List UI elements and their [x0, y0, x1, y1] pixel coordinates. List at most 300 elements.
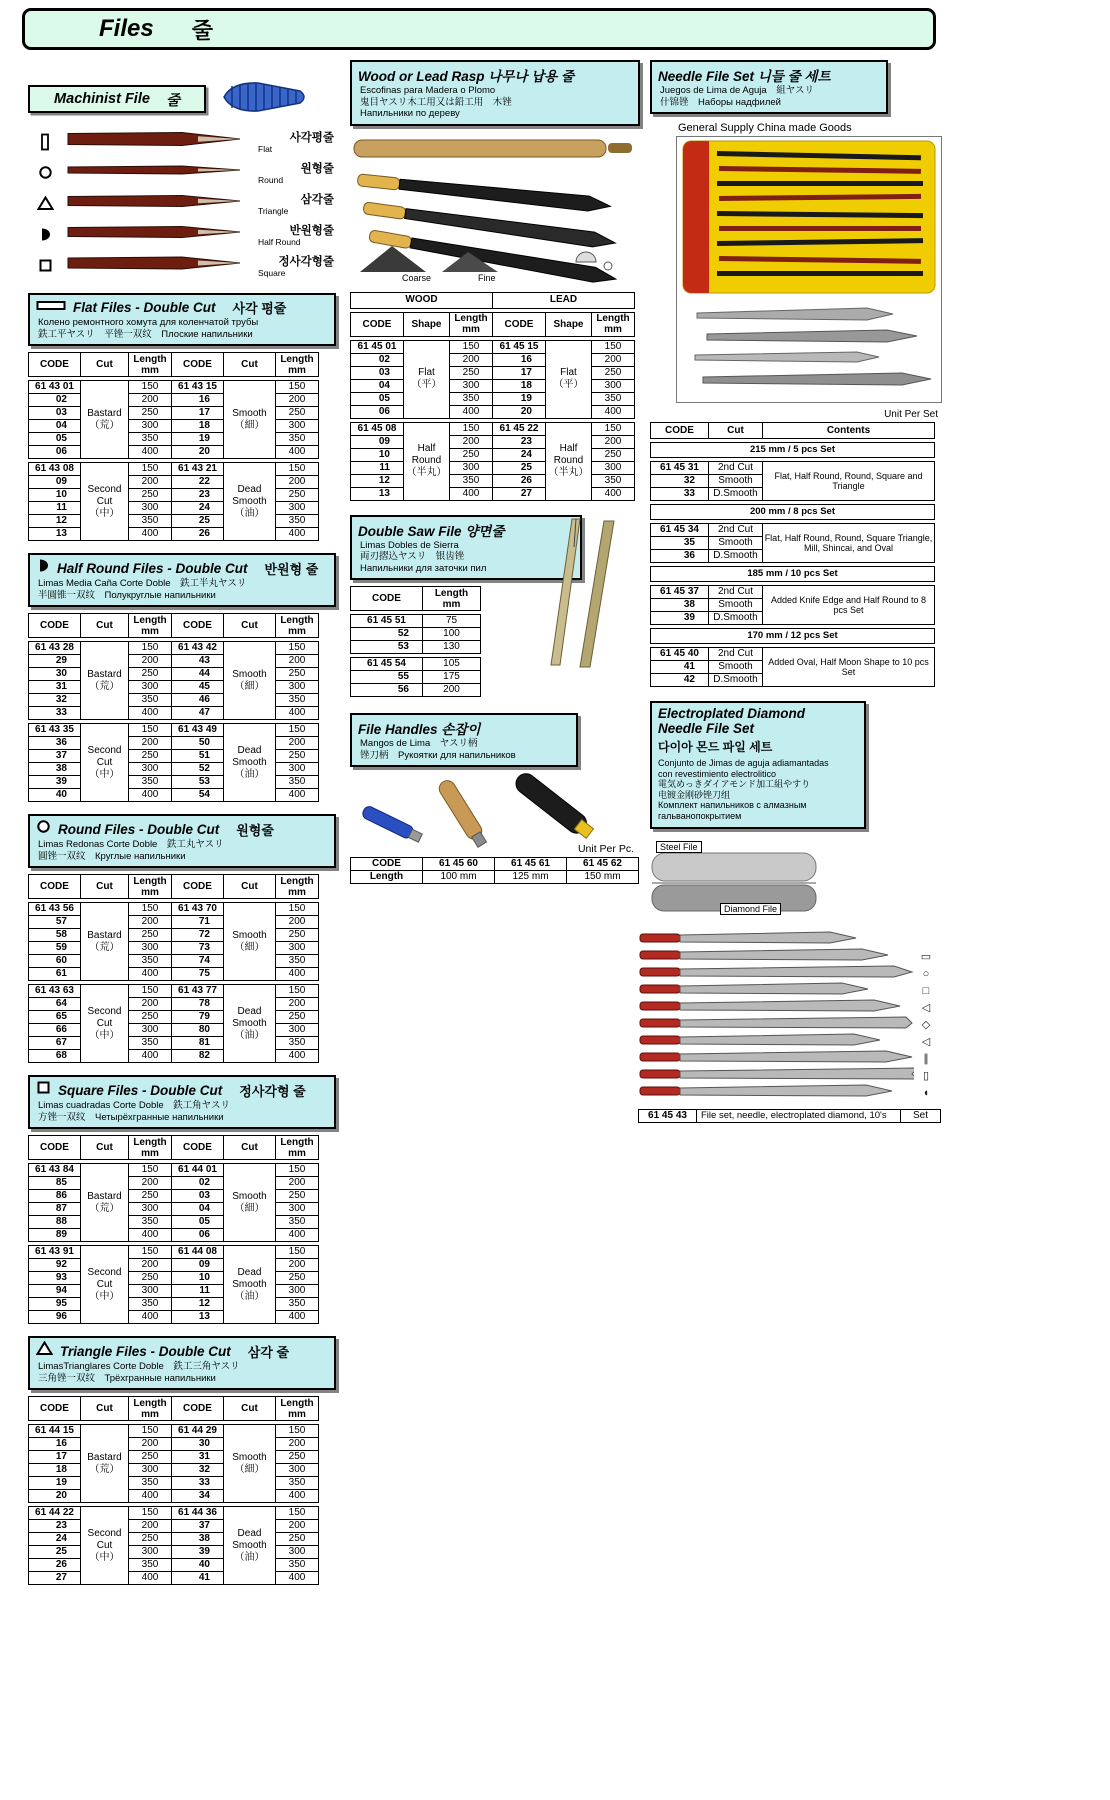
length-cell: 400 — [129, 968, 172, 981]
code-cell: 75 — [172, 968, 224, 981]
saw-code-group-table — [350, 657, 481, 697]
length-cell: 200 — [450, 353, 493, 366]
round-shape-icon — [36, 819, 51, 839]
diamond-file-row — [638, 965, 940, 982]
length-cell: 300 — [129, 763, 172, 776]
needle-file-set-image — [676, 136, 942, 403]
length-cell: 100 mm — [423, 871, 495, 884]
code-cell: 33 — [29, 707, 81, 720]
code-cell: 67 — [29, 1037, 81, 1050]
left-column — [28, 70, 336, 1585]
code-cell: 12 — [351, 474, 404, 487]
code-cell: 25 — [493, 461, 546, 474]
column-header-table — [28, 1135, 319, 1160]
file-code-group-table — [28, 1506, 319, 1585]
flat-files-table — [28, 352, 336, 541]
code-cell: 33 — [172, 1477, 224, 1490]
length-cell: 150 — [129, 381, 172, 394]
table-row — [29, 353, 319, 377]
saw-code-group-table — [350, 614, 481, 654]
code-cell: 30 — [29, 668, 81, 681]
triangle-files-header — [28, 1336, 336, 1390]
code-cell: 03 — [29, 407, 81, 420]
length-cell: 150 — [129, 724, 172, 737]
code-cell: 53 — [351, 641, 423, 654]
length-cell: 400 — [129, 1311, 172, 1324]
table-row — [29, 1136, 319, 1160]
file-code-group-table — [28, 902, 319, 981]
length-cell: 150 — [450, 340, 493, 353]
length-cell: 400 — [276, 446, 319, 459]
length-cell: 105 — [423, 658, 481, 671]
code-cell: 61 44 29 — [172, 1425, 224, 1438]
length-cell: 200 — [592, 435, 635, 448]
rasp-code-group-table — [350, 340, 635, 419]
triangle-shape-icon — [28, 196, 62, 211]
table-row — [29, 1229, 319, 1242]
code-cell: 81 — [172, 1037, 224, 1050]
col-header: Cut — [224, 353, 276, 377]
file-type-en: Triangle — [258, 206, 289, 216]
table-row — [29, 420, 319, 433]
length-cell: 400 — [129, 1572, 172, 1585]
set-code-table — [650, 523, 935, 563]
file-code-group-table — [28, 1163, 319, 1242]
code-cell: 32 — [29, 694, 81, 707]
length-cell: 350 — [276, 515, 319, 528]
code-cell: 85 — [29, 1177, 81, 1190]
table-row — [29, 1164, 319, 1177]
code-cell: 25 — [172, 515, 224, 528]
file-shape-symbol: ○ — [922, 967, 930, 980]
section-title-row — [36, 558, 328, 578]
section-subtitle: Limas Redonas Corte Doble 鉄工丸ヤスリ — [38, 839, 224, 850]
length-cell: 300 — [129, 1546, 172, 1559]
contents-cell: Added Oval, Half Moon Shape to 10 pcs Set — [763, 648, 935, 687]
table-row — [351, 340, 635, 353]
cut-cell: Bastard （荒） — [81, 903, 129, 981]
section-subtitle: 三角锉一双纹 Трёхгранные напильники — [38, 1372, 216, 1384]
length-cell: 400 — [276, 1050, 319, 1063]
table-row — [29, 1507, 319, 1520]
length-cell: 400 — [450, 405, 493, 418]
set-code-table — [650, 461, 935, 501]
col-header: Shape — [546, 312, 592, 336]
length-cell: 150 — [129, 903, 172, 916]
machinist-file-row — [28, 157, 336, 188]
round-file-image — [66, 160, 244, 185]
length-cell: 200 — [276, 655, 319, 668]
file-handles-table-container — [350, 857, 642, 884]
length-cell: 300 — [129, 1285, 172, 1298]
round-files-header — [28, 814, 336, 868]
code-cell: 73 — [172, 942, 224, 955]
contents-cell: Flat, Half Round, Round, Square and Triangle — [763, 462, 935, 501]
code-cell: 23 — [493, 435, 546, 448]
section-subtitle: Колено ремонтного хомута для коленчатой трубы — [38, 317, 259, 328]
length-cell: 400 — [276, 1311, 319, 1324]
code-cell: 31 — [172, 1451, 224, 1464]
code-cell: 44 — [172, 668, 224, 681]
half-shape-icon — [28, 227, 62, 242]
diamond-set-subtitle: Conjunto de Jimas de aguja adiamantadas — [658, 758, 829, 768]
code-cell: 17 — [493, 366, 546, 379]
saw-file-image — [538, 517, 638, 674]
code-cell: 09 — [351, 435, 404, 448]
code-cell: 74 — [172, 955, 224, 968]
code-cell: 11 — [351, 461, 404, 474]
machinist-title: Machinist File — [54, 91, 150, 107]
diamond-set-subtitle: Комплект напильников с алмазным — [658, 800, 807, 810]
section-subtitle: 圓锉一双纹 Круглые напильники — [38, 850, 186, 862]
length-cell: 150 — [129, 1246, 172, 1259]
code-cell: 42 — [651, 674, 709, 687]
length-cell: 350 — [450, 392, 493, 405]
code-cell: 33 — [651, 488, 709, 501]
table-row — [29, 1177, 319, 1190]
length-cell: 250 — [276, 1190, 319, 1203]
length-cell: 130 — [423, 641, 481, 654]
code-cell: 40 — [172, 1559, 224, 1572]
section-subtitle: 方锉一双纹 Четырёхгранные напильники — [38, 1111, 224, 1123]
length-cell: 150 — [276, 985, 319, 998]
shape-cell: Flat （平） — [404, 340, 450, 418]
code-cell: 16 — [172, 394, 224, 407]
length-cell: 350 — [276, 776, 319, 789]
section-title: Flat Files - Double Cut — [73, 300, 216, 315]
cut-cell: 2nd Cut — [709, 524, 763, 537]
col-header: Length mm — [592, 312, 635, 336]
length-cell: 150 mm — [567, 871, 639, 884]
length-cell: 200 — [129, 916, 172, 929]
cut-cell: Smooth — [709, 475, 763, 488]
code-cell: 71 — [172, 916, 224, 929]
wood-lead-title: Wood or Lead Rasp 나무나 납용 줄 — [358, 69, 575, 84]
file-handles-title: File Handles 손잡이 — [358, 722, 481, 737]
length-cell: 200 — [276, 1520, 319, 1533]
col-header: Cut — [224, 1397, 276, 1421]
length-cell: 400 — [129, 789, 172, 802]
table-row — [651, 423, 935, 439]
code-cell: 23 — [29, 1520, 81, 1533]
set-size-band: 215 mm / 5 pcs Set — [651, 443, 935, 458]
code-cell: 03 — [351, 366, 404, 379]
code-cell: 34 — [172, 1490, 224, 1503]
col-header: Cut — [81, 614, 129, 638]
length-cell: 400 — [129, 1050, 172, 1063]
file-handles-header — [350, 713, 578, 767]
length-cell: 350 — [129, 776, 172, 789]
diamond-file-row — [638, 982, 940, 999]
table-row — [29, 916, 319, 929]
col-header: CODE — [493, 312, 546, 336]
length-cell: 150 — [129, 463, 172, 476]
code-cell: 36 — [651, 550, 709, 563]
cut-cell: D.Smooth — [709, 612, 763, 625]
column-header-table — [28, 613, 319, 638]
flat-file-image — [66, 129, 244, 154]
set-size-band: 185 mm / 10 pcs Set — [651, 567, 935, 582]
length-cell: 400 — [129, 1229, 172, 1242]
code-cell: 61 45 08 — [351, 422, 404, 435]
code-cell: 61 43 35 — [29, 724, 81, 737]
table-row — [351, 587, 481, 611]
code-cell: 04 — [351, 379, 404, 392]
diamond-file-row — [638, 1033, 940, 1050]
length-cell: 350 — [129, 1216, 172, 1229]
steel-diamond-image — [650, 841, 820, 921]
table-row — [29, 1546, 319, 1559]
table-row — [29, 1246, 319, 1259]
col-header: Length mm — [129, 1136, 172, 1160]
file-shape-symbol: ▯ — [922, 1070, 930, 1082]
length-cell: 150 — [276, 381, 319, 394]
needle-set-title: Needle File Set 니들 줄 세트 — [658, 69, 831, 84]
length-cell: 150 — [276, 1425, 319, 1438]
code-cell: 18 — [172, 420, 224, 433]
code-cell: 02 — [29, 394, 81, 407]
code-cell: 11 — [29, 502, 81, 515]
steel-file-label: Steel File — [656, 841, 702, 853]
machinist-file-row — [28, 126, 336, 157]
length-cell: 200 — [129, 476, 172, 489]
code-cell: 61 43 08 — [29, 463, 81, 476]
section-subtitle: 半圓锥一双纹 Полукруглые напильники — [38, 589, 216, 601]
code-cell: 55 — [351, 671, 423, 684]
table-row — [351, 405, 635, 418]
length-cell: 300 — [129, 942, 172, 955]
code-cell: 32 — [172, 1464, 224, 1477]
length-cell: 350 — [129, 1037, 172, 1050]
machinist-file-row — [28, 219, 336, 250]
code-cell: 61 45 62 — [567, 858, 639, 871]
needle-set-header — [650, 60, 888, 114]
table-row — [639, 1110, 941, 1123]
row-header: CODE — [351, 858, 423, 871]
col-header: Length mm — [129, 1397, 172, 1421]
table-row — [29, 407, 319, 420]
length-cell: 300 — [276, 1285, 319, 1298]
length-cell: 250 — [129, 668, 172, 681]
code-cell: 41 — [651, 661, 709, 674]
code-cell: 41 — [172, 1572, 224, 1585]
square-files-header — [28, 1075, 336, 1129]
code-cell: 17 — [29, 1451, 81, 1464]
table-row — [29, 1298, 319, 1311]
length-cell: 250 — [129, 1190, 172, 1203]
file-shape-symbol: ∥ — [923, 1053, 929, 1065]
machinist-file-label — [250, 129, 334, 154]
code-cell: 61 43 21 — [172, 463, 224, 476]
section-title-ko: 반원형 줄 — [264, 561, 319, 577]
wood-lead-band-table — [350, 292, 635, 309]
length-cell: 250 — [129, 489, 172, 502]
col-header: Length mm — [276, 1136, 319, 1160]
length-cell: 150 — [276, 724, 319, 737]
diamond-set-subtitle: 电镀金刚砂锉刀组 — [658, 789, 731, 800]
wood-lead-subtitle: Escofinas para Madera o Plomo — [360, 85, 496, 96]
table-row — [651, 505, 935, 520]
file-shape-symbol: ◁ — [921, 1002, 931, 1014]
code-cell: 39 — [651, 612, 709, 625]
length-cell: 150 — [129, 1425, 172, 1438]
table-row — [29, 1190, 319, 1203]
table-row — [29, 1464, 319, 1477]
code-cell: 61 43 70 — [172, 903, 224, 916]
code-cell: 16 — [493, 353, 546, 366]
length-cell: 300 — [276, 681, 319, 694]
code-cell: 24 — [172, 502, 224, 515]
length-cell: 400 — [129, 707, 172, 720]
diamond-set-title: Electroplated Diamond — [658, 706, 806, 721]
code-cell: 61 43 56 — [29, 903, 81, 916]
flat-shape-icon — [36, 299, 66, 317]
file-shape-symbol: ◁ — [921, 1036, 931, 1048]
table-row — [29, 929, 319, 942]
table-row — [29, 394, 319, 407]
length-cell: 250 — [450, 448, 493, 461]
table-row — [351, 366, 635, 379]
row-header: Length — [351, 871, 423, 884]
description-cell: File set, needle, electroplated diamond, 10's — [697, 1110, 901, 1123]
contents-cell: Flat, Half Round, Round, Square Triangle, Mill, Shincai, and Oval — [763, 524, 935, 563]
length-cell: 75 — [423, 615, 481, 628]
code-cell: 24 — [493, 448, 546, 461]
length-cell: 150 — [276, 463, 319, 476]
table-row — [351, 858, 639, 871]
shape-cell: Half Round （半丸） — [546, 422, 592, 500]
section-subtitle: Limas cuadradas Corte Doble 鉄工角ヤスリ — [38, 1100, 230, 1111]
cut-cell: D.Smooth — [709, 550, 763, 563]
table-row — [29, 1285, 319, 1298]
file-type-ko: 사각평줄 — [289, 132, 334, 144]
code-cell: 61 43 15 — [172, 381, 224, 394]
length-cell: 350 — [129, 1559, 172, 1572]
table-row — [29, 1477, 319, 1490]
code-cell: 47 — [172, 707, 224, 720]
length-cell: 350 — [276, 433, 319, 446]
cut-cell: Smooth （細） — [224, 1164, 276, 1242]
code-cell: 04 — [29, 420, 81, 433]
length-cell: 350 — [129, 1477, 172, 1490]
file-type-ko: 반원형줄 — [289, 225, 334, 237]
code-cell: 61 45 60 — [423, 858, 495, 871]
length-cell: 350 — [276, 1216, 319, 1229]
table-row — [651, 586, 935, 599]
length-cell: 250 — [276, 1272, 319, 1285]
length-cell: 300 — [276, 1464, 319, 1477]
code-cell: 53 — [172, 776, 224, 789]
length-cell: 250 — [276, 929, 319, 942]
table-row — [29, 1311, 319, 1324]
length-cell: 300 — [276, 1203, 319, 1216]
code-cell: 20 — [493, 405, 546, 418]
cut-cell: Second Cut （中） — [81, 1246, 129, 1324]
length-cell: 350 — [276, 1559, 319, 1572]
double-saw-subtitle: 両刃摺込ヤスリ 银齿锉 — [360, 551, 465, 562]
cut-cell: Second Cut （中） — [81, 985, 129, 1063]
length-cell: 250 — [129, 407, 172, 420]
code-cell: 50 — [172, 737, 224, 750]
length-cell: 350 — [276, 694, 319, 707]
code-cell: 11 — [172, 1285, 224, 1298]
table-row — [651, 648, 935, 661]
code-cell: 61 44 22 — [29, 1507, 81, 1520]
code-cell: 61 — [29, 968, 81, 981]
code-cell: 52 — [172, 763, 224, 776]
code-cell: 61 45 51 — [351, 615, 423, 628]
cut-cell: Smooth — [709, 599, 763, 612]
code-cell: 23 — [172, 489, 224, 502]
code-cell: 32 — [651, 475, 709, 488]
length-cell: 200 — [129, 655, 172, 668]
code-cell: 88 — [29, 1216, 81, 1229]
code-cell: 61 43 42 — [172, 642, 224, 655]
cut-cell: Smooth （細） — [224, 381, 276, 459]
table-row — [29, 942, 319, 955]
code-cell: 16 — [29, 1438, 81, 1451]
table-row — [29, 528, 319, 541]
table-row — [29, 463, 319, 476]
code-cell: 02 — [172, 1177, 224, 1190]
col-header: Contents — [763, 423, 935, 439]
square-file-image — [66, 253, 244, 278]
file-code-group-table — [28, 1424, 319, 1503]
cut-cell: Dead Smooth （油） — [224, 1507, 276, 1585]
col-header: CODE — [29, 875, 81, 899]
length-cell: 400 — [129, 528, 172, 541]
wood-lead-subtitle: 鬼目ヤスリ木工用又は鉛工用 木锉 — [360, 96, 512, 108]
code-cell: 61 43 84 — [29, 1164, 81, 1177]
length-cell: 400 — [450, 487, 493, 500]
round-files-table — [28, 874, 336, 1063]
cut-cell: 2nd Cut — [709, 462, 763, 475]
file-handles-table — [350, 857, 639, 884]
double-saw-subtitle: Limas Dobles de Sierra — [360, 539, 459, 551]
needle-set-table-container — [650, 422, 944, 687]
code-cell: 26 — [493, 474, 546, 487]
section-subtitle: LimasTrianglares Corte Doble 鉄工三角ヤスリ — [38, 1361, 240, 1372]
table-row — [29, 489, 319, 502]
length-cell: 200 — [129, 1438, 172, 1451]
code-cell: 39 — [172, 1546, 224, 1559]
code-cell: 65 — [29, 1011, 81, 1024]
diamond-file-row — [638, 1050, 940, 1067]
double-saw-block — [350, 515, 642, 698]
length-cell: 200 — [129, 1520, 172, 1533]
length-cell: 350 — [276, 1298, 319, 1311]
code-cell: 03 — [172, 1190, 224, 1203]
diamond-file-row — [638, 1084, 940, 1101]
table-row — [29, 1438, 319, 1451]
col-header: CODE — [29, 353, 81, 377]
code-cell: 10 — [351, 448, 404, 461]
column-header-table — [28, 1396, 319, 1421]
contents-cell: Added Knife Edge and Half Round to 8 pcs Set — [763, 586, 935, 625]
table-row — [351, 379, 635, 392]
code-cell: 61 44 15 — [29, 1425, 81, 1438]
cut-cell: Bastard （荒） — [81, 642, 129, 720]
table-row — [351, 487, 635, 500]
file-type-ko: 정사각형줄 — [278, 256, 334, 268]
table-row — [651, 443, 935, 458]
length-cell: 300 — [276, 1024, 319, 1037]
code-cell: 61 43 01 — [29, 381, 81, 394]
table-row — [29, 1451, 319, 1464]
length-cell: 300 — [129, 420, 172, 433]
table-row — [351, 671, 481, 684]
length-cell: 250 — [129, 1533, 172, 1546]
